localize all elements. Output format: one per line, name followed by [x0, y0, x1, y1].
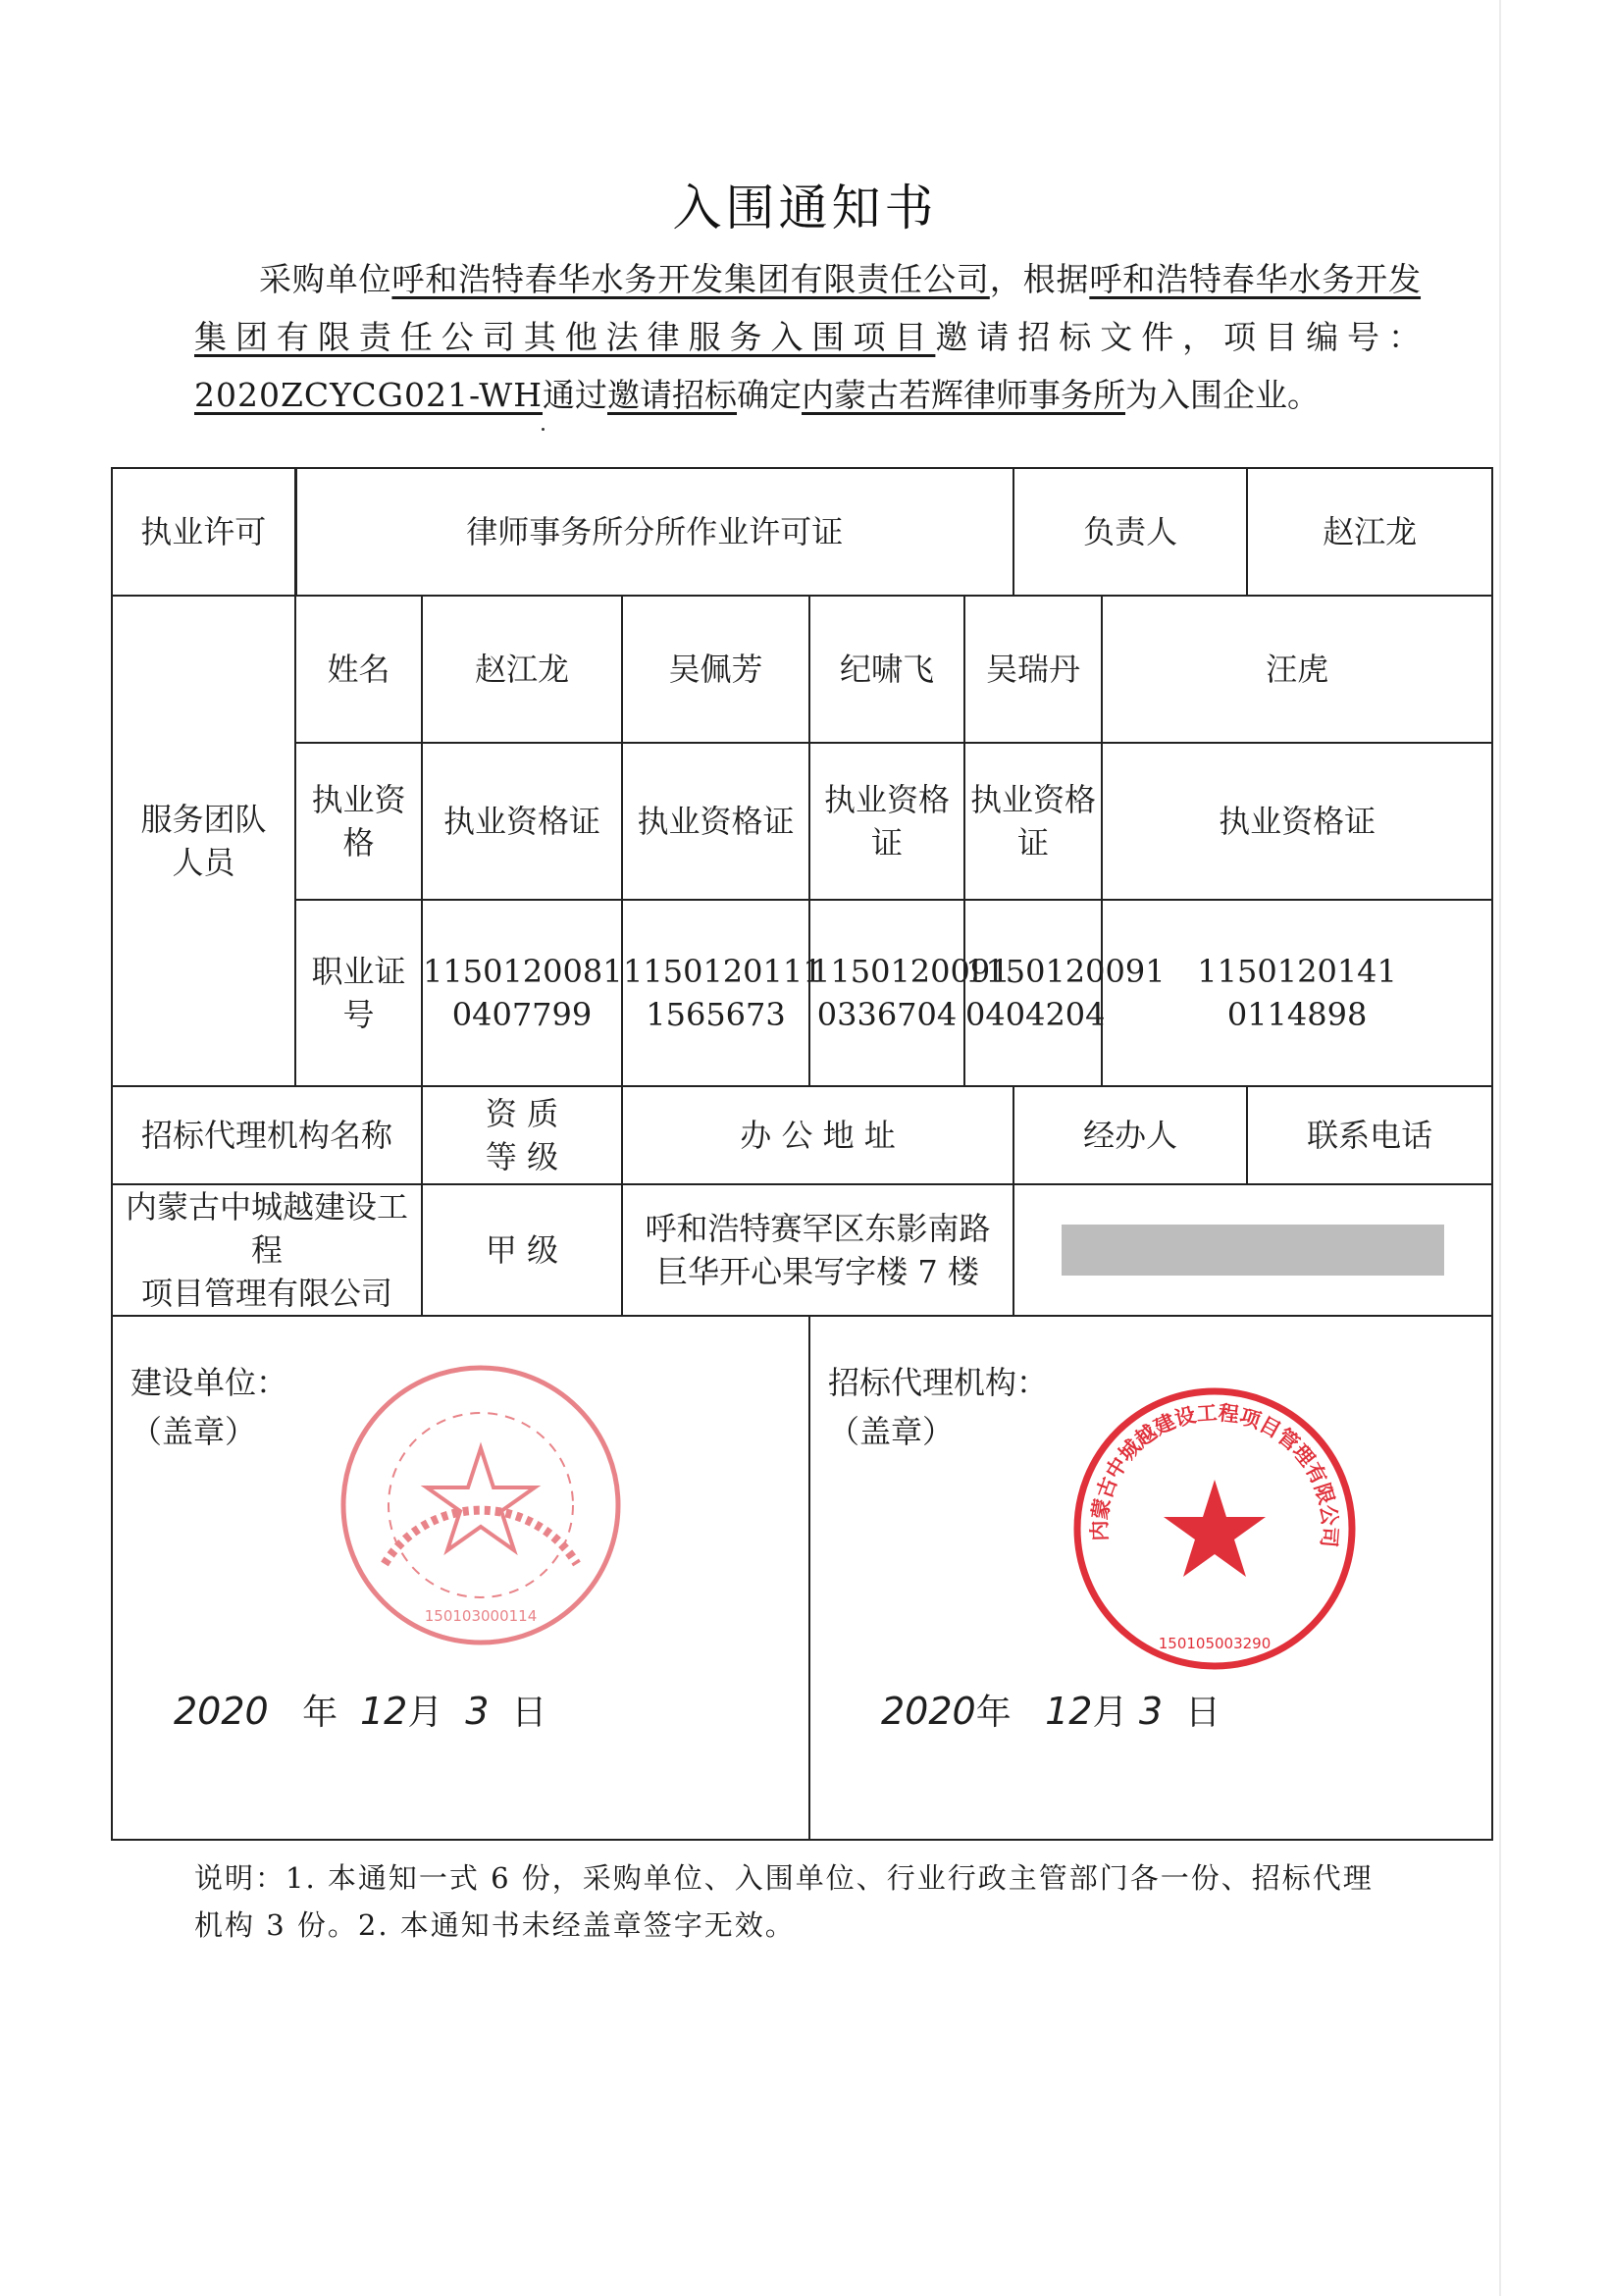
- footnote-line: 机构 3 份。2. 本通知书未经盖章签字无效。: [194, 1908, 796, 1942]
- team-group-text: 服务团队人员: [140, 801, 267, 881]
- stray-dot: [542, 428, 545, 431]
- intro-text: 采购单位: [259, 260, 392, 298]
- footnote-line: 说明：1. 本通知一式 6 份，采购单位、入围单位、行业行政主管部门各一份、招标代理: [194, 1861, 1374, 1895]
- date-month: 12: [1045, 1690, 1093, 1733]
- seal-code: 150105003290: [1158, 1635, 1272, 1652]
- member-qual: 执业资格证: [1102, 743, 1492, 900]
- intro-text: ，根据: [989, 260, 1090, 298]
- footnote: [194, 1854, 1421, 1949]
- team-cert-row: [112, 900, 1492, 1086]
- intro-text: 确定: [737, 376, 803, 414]
- member-name: 吴瑞丹: [964, 596, 1102, 743]
- team-group-label: [112, 596, 295, 1086]
- agency-address: [622, 1184, 1013, 1316]
- member-name: 纪啸飞: [809, 596, 964, 743]
- date-month-char: 月: [407, 1693, 443, 1733]
- intro-text: 为入围企业。: [1125, 376, 1321, 414]
- cert-line: 0114898: [1226, 996, 1368, 1033]
- license-label: 执业许可: [112, 468, 295, 596]
- agency-data-row: [112, 1184, 1492, 1316]
- construction-unit-seal-icon: [334, 1358, 628, 1652]
- agency-grade-header: [422, 1086, 622, 1184]
- cert-label: 职业证号: [295, 900, 422, 1086]
- agency-name-header: 招标代理机构名称: [112, 1086, 422, 1184]
- project-name: 呼和浩特春华水务开发集团有限责任公司其他法律服务入围项目: [194, 260, 1422, 356]
- agency-header-row: [112, 1086, 1492, 1184]
- cert-line: 1150120081: [423, 953, 623, 990]
- intro-text: 通过: [543, 376, 608, 414]
- cert-line: 0407799: [451, 996, 593, 1033]
- member-qual: 执业资格证: [622, 743, 809, 900]
- seal-code: 150103000114: [424, 1607, 538, 1625]
- license-row: [112, 468, 1492, 596]
- team-qual-row: [112, 743, 1492, 900]
- date-year-char: 年: [302, 1693, 338, 1733]
- purchaser-name: 呼和浩特春华水务开发集团有限责任公司: [391, 260, 990, 298]
- seal-text-path: 内蒙古中城越建设工程项目管理有限公司: [1087, 1400, 1342, 1548]
- member-name: 赵江龙: [422, 596, 622, 743]
- name-label: 姓名: [295, 596, 422, 743]
- member-qual: 执业资格证: [964, 743, 1102, 900]
- cert-line: 0336704: [816, 996, 958, 1033]
- construction-unit-cell: [112, 1316, 809, 1840]
- intro-text: 邀请招标文件，项目编号：: [935, 318, 1422, 356]
- project-number: 2020ZCYCG021-WH: [194, 376, 544, 414]
- member-cert: [622, 900, 823, 1086]
- qual-label: 执业资格: [295, 743, 422, 900]
- member-cert: [1102, 900, 1492, 1086]
- member-qual: 执业资格证: [422, 743, 622, 900]
- license-value: 律师事务所分所作业许可证: [295, 468, 1013, 596]
- date-year-char: 年: [975, 1693, 1012, 1733]
- seal-row: [112, 1316, 1492, 1840]
- date-month-char: 月: [1092, 1693, 1128, 1733]
- agency-seal-icon: [1067, 1382, 1362, 1676]
- procurement-method: 邀请招标: [607, 376, 738, 414]
- grade-header-line: 等 级: [485, 1138, 559, 1175]
- date-day-char: 日: [1184, 1693, 1220, 1733]
- agency-seal-cell: [809, 1316, 1492, 1840]
- page-edge: [1499, 0, 1501, 2296]
- winner-name: 内蒙古若辉律师事务所: [802, 376, 1126, 414]
- cert-line: 1150120111: [623, 953, 823, 990]
- cert-line: 0404204: [965, 996, 1106, 1033]
- member-cert: [809, 900, 1011, 1086]
- agency-name-line: 内蒙古中城越建设工程: [125, 1188, 408, 1269]
- head-value: 赵江龙: [1247, 468, 1492, 596]
- date-year: 2020: [174, 1690, 269, 1733]
- agency-date: [881, 1690, 1220, 1735]
- member-name: 汪虎: [1102, 596, 1492, 743]
- agency-address-line: 呼和浩特赛罕区东影南路: [645, 1210, 991, 1247]
- team-name-row: [112, 596, 1492, 743]
- agency-agent-header: 经办人: [1013, 1086, 1247, 1184]
- head-label: 负责人: [1013, 468, 1247, 596]
- date-day-char: 日: [511, 1693, 547, 1733]
- grade-header-line: 资 质: [485, 1095, 559, 1132]
- date-year: 2020: [881, 1690, 976, 1733]
- member-name: 吴佩芳: [622, 596, 809, 743]
- date-day: 3: [465, 1690, 490, 1733]
- date-month: 12: [359, 1690, 408, 1733]
- agency-name-line: 项目管理有限公司: [140, 1275, 392, 1312]
- member-qual: 执业资格证: [809, 743, 964, 900]
- agency-name: [112, 1184, 422, 1316]
- construction-unit-date: [174, 1690, 546, 1735]
- agency-address-line: 巨华开心果写字楼 7 楼: [656, 1253, 979, 1290]
- document-title: 入围通知书: [672, 180, 938, 236]
- agency-caption: 招标代理机构：: [828, 1364, 1049, 1401]
- agency-phone-header: 联系电话: [1247, 1086, 1492, 1184]
- agency-address-header: 办 公 地 址: [622, 1086, 1013, 1184]
- cert-line: 1565673: [646, 996, 786, 1033]
- redaction-box: [1062, 1225, 1444, 1276]
- stamp-note: （盖章）: [828, 1413, 955, 1450]
- cert-line: 1150120091: [810, 953, 1011, 990]
- date-day: 3: [1138, 1690, 1164, 1733]
- notice-table: [111, 467, 1493, 1841]
- construction-unit-caption: 建设单位：: [130, 1364, 288, 1401]
- agency-contact-redacted: [1013, 1184, 1492, 1316]
- cert-line: 1150120091: [965, 953, 1166, 990]
- member-cert: [964, 900, 1166, 1086]
- intro-paragraph: [194, 250, 1421, 424]
- stamp-note: （盖章）: [130, 1413, 257, 1450]
- agency-grade: 甲 级: [422, 1184, 622, 1316]
- cert-line: 1150120141: [1197, 953, 1397, 990]
- member-cert: [422, 900, 622, 1086]
